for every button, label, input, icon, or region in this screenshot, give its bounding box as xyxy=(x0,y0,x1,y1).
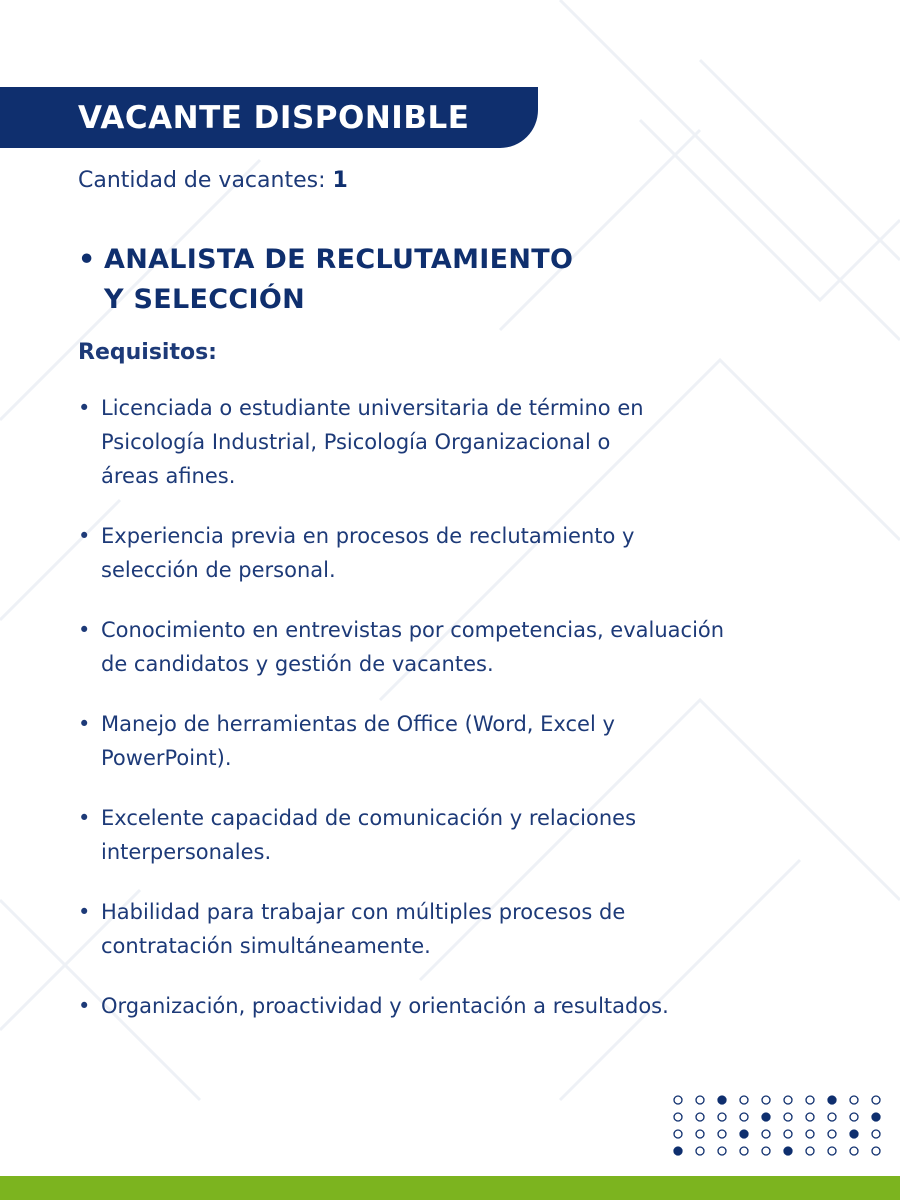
dot-outline xyxy=(784,1130,792,1138)
requirement-line: áreas afines. xyxy=(101,464,236,488)
requirement-line: Licenciada o estudiante universitaria de término en xyxy=(101,396,644,420)
dot-outline xyxy=(784,1096,792,1104)
header-banner xyxy=(0,87,538,148)
requirement-item xyxy=(78,707,808,775)
requirements-heading: Requisitos: xyxy=(78,340,217,365)
dot-outline xyxy=(696,1096,704,1104)
requirement-item xyxy=(78,613,808,681)
dot-outline xyxy=(828,1113,836,1121)
requirement-line: Psicología Industrial, Psicología Organizacional o xyxy=(101,430,611,454)
bullet-icon: • xyxy=(78,994,91,1018)
bullet-icon: • xyxy=(78,244,96,275)
dot-outline xyxy=(718,1147,726,1155)
page-title: VACANTE DISPONIBLE xyxy=(78,99,470,136)
dot-filled xyxy=(718,1096,726,1104)
requirement-line: PowerPoint). xyxy=(101,746,232,770)
requirement-item xyxy=(78,801,808,869)
dot-outline xyxy=(872,1147,880,1155)
footer-green-bar xyxy=(0,1176,900,1200)
dot-outline xyxy=(740,1113,748,1121)
requirement-line: Experiencia previa en procesos de reclutamiento y xyxy=(101,524,635,548)
position-title-line-1: ANALISTA DE RECLUTAMIENTO xyxy=(104,244,574,275)
dot-filled xyxy=(872,1113,880,1121)
requirement-line: Excelente capacidad de comunicación y relaciones xyxy=(101,806,637,830)
vacancy-count xyxy=(78,168,348,193)
requirement-item xyxy=(78,989,808,1023)
requirement-item xyxy=(78,391,808,493)
dot-outline xyxy=(718,1130,726,1138)
dot-outline xyxy=(850,1113,858,1121)
dot-outline xyxy=(696,1113,704,1121)
vacancy-count-value: 1 xyxy=(332,168,348,193)
requirement-line: Manejo de herramientas de Office (Word, Excel y xyxy=(101,712,615,736)
position-title xyxy=(78,240,638,320)
requirement-line: contratación simultáneamente. xyxy=(101,934,431,958)
dot-outline xyxy=(828,1130,836,1138)
dot-outline xyxy=(850,1147,858,1155)
dot-outline xyxy=(872,1130,880,1138)
bullet-icon: • xyxy=(78,524,91,548)
dot-filled xyxy=(762,1113,770,1121)
dot-outline xyxy=(806,1130,814,1138)
bullet-icon: • xyxy=(78,712,91,736)
requirements-list xyxy=(78,391,808,1049)
dot-outline xyxy=(762,1096,770,1104)
dot-outline xyxy=(740,1147,748,1155)
requirement-line: Conocimiento en entrevistas por competencias, evaluación xyxy=(101,618,725,642)
requirement-line: interpersonales. xyxy=(101,840,272,864)
dot-filled xyxy=(784,1147,792,1155)
decorative-dot-grid xyxy=(672,1092,888,1164)
requirement-line: Organización, proactividad y orientación a resultados. xyxy=(101,994,669,1018)
bullet-icon: • xyxy=(78,396,91,420)
dot-outline xyxy=(674,1096,682,1104)
dot-filled xyxy=(674,1147,682,1155)
dot-outline xyxy=(740,1096,748,1104)
requirement-line: de candidatos y gestión de vacantes. xyxy=(101,652,494,676)
bullet-icon: • xyxy=(78,618,91,642)
vacancy-count-label: Cantidad de vacantes: xyxy=(78,168,326,193)
dot-outline xyxy=(806,1147,814,1155)
dot-outline xyxy=(806,1096,814,1104)
dot-outline xyxy=(784,1113,792,1121)
dot-filled xyxy=(850,1130,858,1138)
dot-outline xyxy=(850,1096,858,1104)
dot-filled xyxy=(828,1096,836,1104)
dot-outline xyxy=(828,1147,836,1155)
dot-outline xyxy=(674,1130,682,1138)
position-title-line-2: Y SELECCIÓN xyxy=(104,284,306,315)
requirement-line: Habilidad para trabajar con múltiples procesos de xyxy=(101,900,626,924)
dot-outline xyxy=(674,1113,682,1121)
dot-outline xyxy=(718,1113,726,1121)
dot-filled xyxy=(740,1130,748,1138)
dot-outline xyxy=(872,1096,880,1104)
requirement-line: selección de personal. xyxy=(101,558,336,582)
dot-outline xyxy=(696,1147,704,1155)
dot-outline xyxy=(762,1147,770,1155)
requirement-item xyxy=(78,895,808,963)
dot-outline xyxy=(762,1130,770,1138)
requirement-item xyxy=(78,519,808,587)
dot-outline xyxy=(696,1130,704,1138)
bullet-icon: • xyxy=(78,900,91,924)
bullet-icon: • xyxy=(78,806,91,830)
dot-outline xyxy=(806,1113,814,1121)
